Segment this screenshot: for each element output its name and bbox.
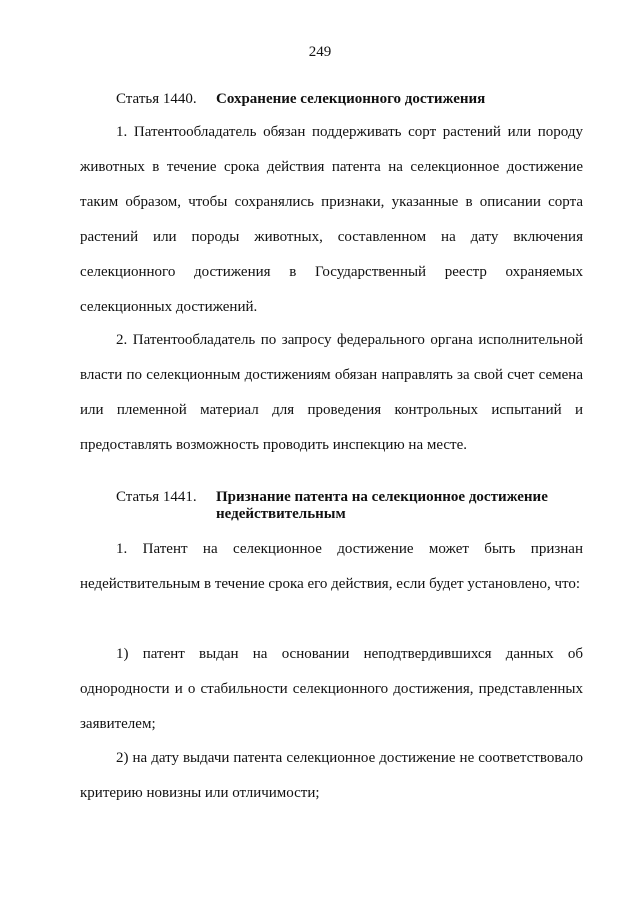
article-1440-heading xyxy=(116,91,536,108)
article-1441-item-2: 2) на дату выдачи патента селекционное достижение не соответствовало критерию новизны или отличимости; xyxy=(80,750,583,801)
article-1440-paragraph-1: 1. Патентообладатель обязан поддерживать сорт растений или породу животных в течение срока действия патента на селекционное достижение таким образом, чтобы сохранялись признаки, указанные в описании сорта растений или породы животных, составленном на дату включения селекционного достижения в Государственный реестр охраняемых селекционных достижений. xyxy=(80,124,583,315)
article-1441-title: Признание патента на селекционное достижение недействительным xyxy=(216,489,548,522)
article-1440-paragraph-2: 2. Патентообладатель по запросу федерального органа исполнительной власти по селекционным достижениям обязан направлять за свой счет семена или племенной материал для проведения контрольных испытаний и предоставлять возможность проводить инспекцию на месте. xyxy=(80,332,583,453)
article-1440-number: Статья 1440. xyxy=(116,91,197,107)
article-1441-paragraph-1: 1. Патент на селекционное достижение может быть признан недействительным в течение срока его действия, если будет установлено, что: xyxy=(80,541,583,592)
article-1441-heading xyxy=(116,489,556,523)
page-number: 249 xyxy=(308,44,332,60)
article-1441-item-1: 1) патент выдан на основании неподтвердившихся данных об однородности и о стабильности селекционного достижения, представленных заявителем; xyxy=(80,646,583,732)
article-1440-title: Сохранение селекционного достижения xyxy=(216,91,486,107)
article-1441-number: Статья 1441. xyxy=(116,489,197,505)
